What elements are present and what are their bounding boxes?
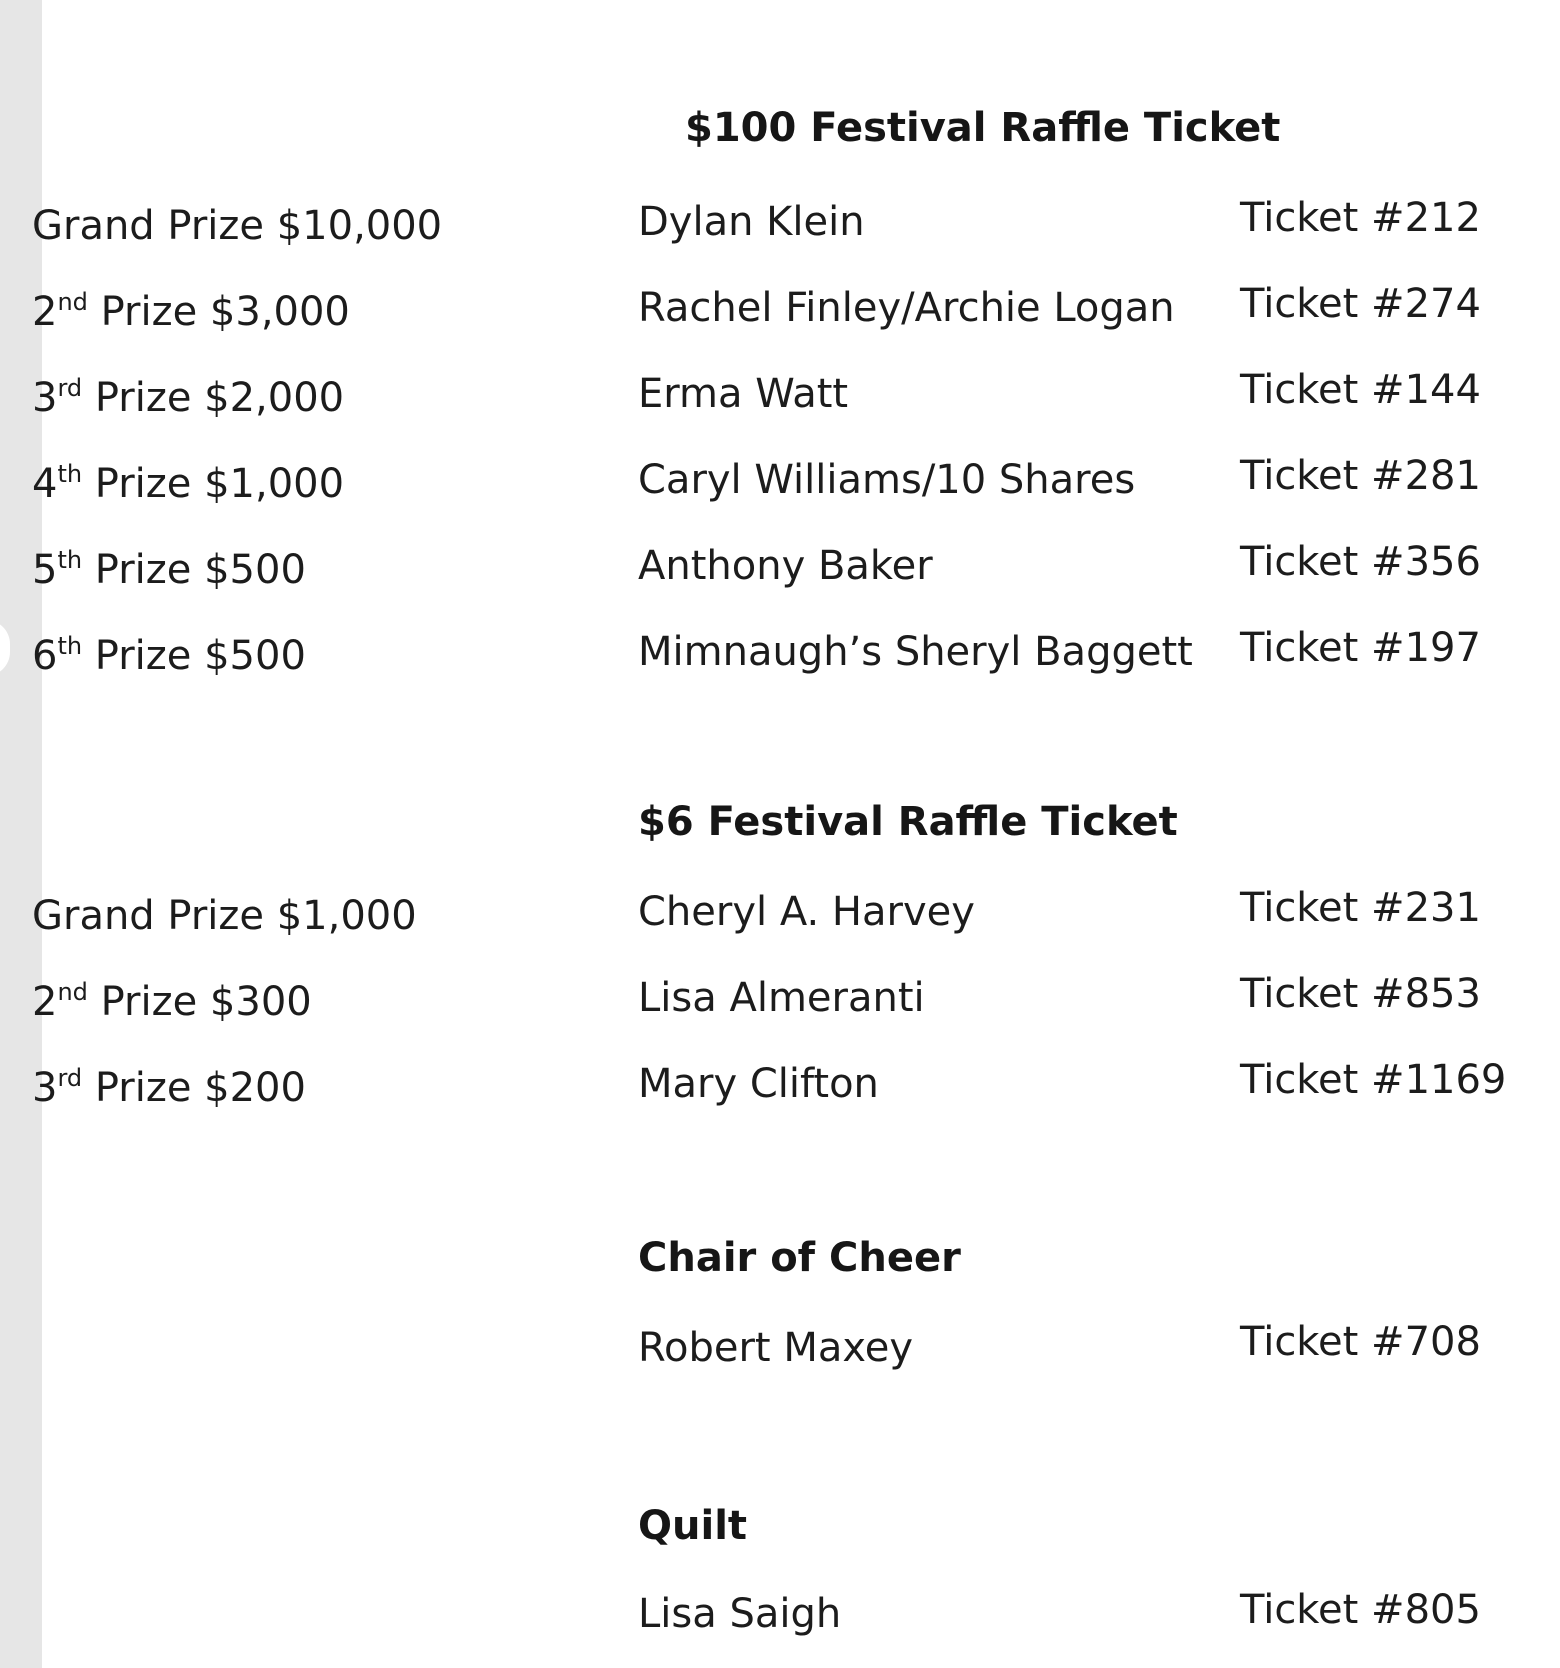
ticket-number: Ticket #356: [1240, 539, 1481, 585]
ticket-number: Ticket #708: [1240, 1319, 1481, 1365]
winner-name: Cheryl A. Harvey: [638, 889, 975, 935]
winner-name: Rachel Finley/Archie Logan: [638, 285, 1175, 331]
winner-name: Lisa Almeranti: [638, 975, 925, 1021]
prize-label: 3rd Prize $2,000: [32, 374, 345, 421]
prize-label: 3rd Prize $200: [32, 1064, 306, 1111]
ticket-number: Ticket #231: [1240, 885, 1481, 931]
winner-name: Robert Maxey: [638, 1325, 914, 1371]
section-heading-chair-of-cheer: Chair of Cheer: [638, 1235, 961, 1281]
prize-label: 2nd Prize $300: [32, 978, 312, 1025]
winner-name: Dylan Klein: [638, 199, 865, 245]
prize-label: 2nd Prize $3,000: [32, 288, 350, 335]
ticket-number: Ticket #805: [1240, 1587, 1481, 1633]
winner-name: Caryl Williams/10 Shares: [638, 457, 1136, 503]
prize-label: Grand Prize $1,000: [32, 893, 417, 939]
ticket-number: Ticket #1169: [1240, 1057, 1507, 1103]
section-heading-6-raffle: $6 Festival Raffle Ticket: [638, 799, 1178, 845]
winner-name: Erma Watt: [638, 371, 849, 417]
ticket-number: Ticket #853: [1240, 971, 1481, 1017]
ticket-number: Ticket #274: [1240, 281, 1481, 327]
prize-label: 4th Prize $1,000: [32, 460, 345, 507]
ticket-number: Ticket #281: [1240, 453, 1481, 499]
winner-name: Anthony Baker: [638, 543, 933, 589]
prize-label: 6th Prize $500: [32, 632, 306, 679]
ticket-number: Ticket #144: [1240, 367, 1481, 413]
section-heading-100-raffle: $100 Festival Raffle Ticket: [685, 105, 1281, 151]
ticket-number: Ticket #197: [1240, 625, 1481, 671]
section-heading-quilt: Quilt: [638, 1503, 748, 1549]
winner-name: Mimnaugh’s Sheryl Baggett: [638, 629, 1193, 675]
winner-name: Mary Clifton: [638, 1061, 879, 1107]
winner-name: Lisa Saigh: [638, 1591, 842, 1637]
prize-label: 5th Prize $500: [32, 546, 306, 593]
ticket-number: Ticket #212: [1240, 195, 1481, 241]
prize-label: Grand Prize $10,000: [32, 203, 443, 249]
